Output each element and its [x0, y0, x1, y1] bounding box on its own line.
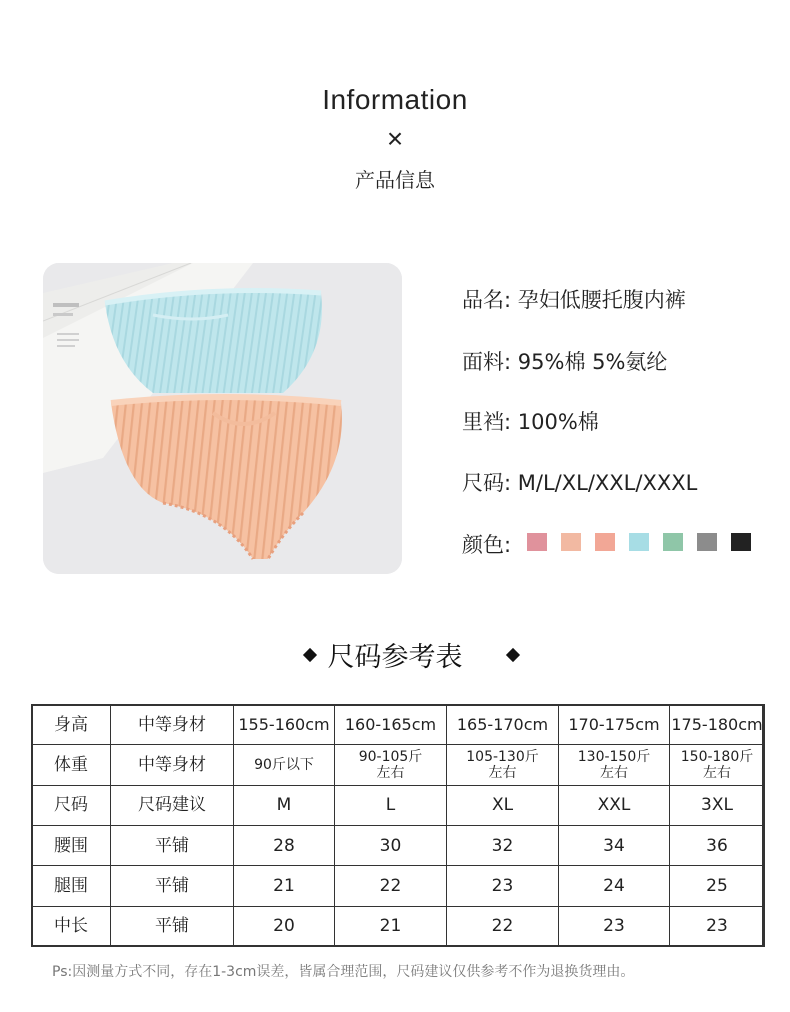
lining-value: 100%棉 [517, 410, 599, 434]
color-swatch [663, 533, 683, 551]
table-cell: 24 [559, 866, 670, 906]
table-cell: 平铺 [111, 825, 234, 865]
table-cell: 20 [234, 906, 335, 946]
table-cell: 22 [335, 866, 447, 906]
table-cell: 170-175cm [559, 705, 670, 745]
table-cell: 腰围 [32, 825, 111, 865]
table-row [32, 825, 765, 865]
table-cell: 34 [559, 825, 670, 865]
size-chart-title: 尺码参考表 [327, 642, 463, 673]
table-cell: 25 [670, 866, 765, 906]
table-cell: 体重 [32, 745, 111, 785]
table-row [32, 906, 765, 946]
header-title: Information [322, 84, 468, 115]
lining-row [462, 406, 599, 436]
size-chart-table [31, 704, 765, 947]
table-cell: 22 [447, 906, 559, 946]
table-cell: L [335, 785, 447, 825]
size-label: 尺码: [462, 471, 512, 495]
table-cell: 平铺 [111, 866, 234, 906]
fabric-label: 面料: [462, 350, 512, 374]
table-cell: 21 [335, 906, 447, 946]
product-name-value: 孕妇低腰托腹内裤 [517, 288, 686, 312]
table-cell: 21 [234, 866, 335, 906]
fabric-value: 95%棉 5%氨纶 [517, 350, 668, 374]
footnote: Ps:因测量方式不同，存在1-3cm误差，皆属合理范围，尺码建议仅供参考不作为退换货理由。 [52, 964, 635, 980]
table-cell: XL [447, 785, 559, 825]
table-cell: 平铺 [111, 906, 234, 946]
color-row [462, 529, 511, 559]
color-swatch [527, 533, 547, 551]
color-label: 颜色: [462, 533, 512, 557]
color-swatch [697, 533, 717, 551]
table-cell: 中等身材 [111, 705, 234, 745]
table-cell: 160-165cm [335, 705, 447, 745]
table-cell: 尺码 [32, 785, 111, 825]
color-swatch [629, 533, 649, 551]
table-row [32, 866, 765, 906]
table-cell: 150-180斤 左右 [670, 745, 765, 785]
product-photo [43, 263, 402, 574]
table-cell: 3XL [670, 785, 765, 825]
product-name-row [462, 284, 686, 314]
color-swatch [731, 533, 751, 551]
header-subtitle: 产品信息 [355, 168, 435, 192]
table-cell: 105-130斤 左右 [447, 745, 559, 785]
table-cell: 腿围 [32, 866, 111, 906]
table-cell: 中等身材 [111, 745, 234, 785]
table-cell: 36 [670, 825, 765, 865]
lining-label: 里裆: [462, 410, 512, 434]
table-cell: 175-180cm [670, 705, 765, 745]
table-row [32, 785, 765, 825]
table-cell: 32 [447, 825, 559, 865]
size-row [462, 467, 697, 497]
table-row [32, 705, 765, 745]
product-name-label: 品名: [462, 288, 512, 312]
table-cell: 90斤以下 [234, 745, 335, 785]
table-cell: M [234, 785, 335, 825]
color-swatch [595, 533, 615, 551]
table-cell: 23 [670, 906, 765, 946]
table-cell: 尺码建议 [111, 785, 234, 825]
table-cell: 90-105斤 左右 [335, 745, 447, 785]
table-cell: 23 [559, 906, 670, 946]
size-value: M/L/XL/XXL/XXXL [517, 471, 698, 495]
table-cell: 28 [234, 825, 335, 865]
table-cell: XXL [559, 785, 670, 825]
table-cell: 165-170cm [447, 705, 559, 745]
fabric-row [462, 346, 667, 376]
table-cell: 30 [335, 825, 447, 865]
table-cell: 身高 [32, 705, 111, 745]
table-cell: 中长 [32, 906, 111, 946]
cross-icon: × [386, 123, 404, 154]
table-cell: 155-160cm [234, 705, 335, 745]
table-row [32, 745, 765, 785]
color-swatch [561, 533, 581, 551]
table-cell: 23 [447, 866, 559, 906]
table-cell: 130-150斤 左右 [559, 745, 670, 785]
